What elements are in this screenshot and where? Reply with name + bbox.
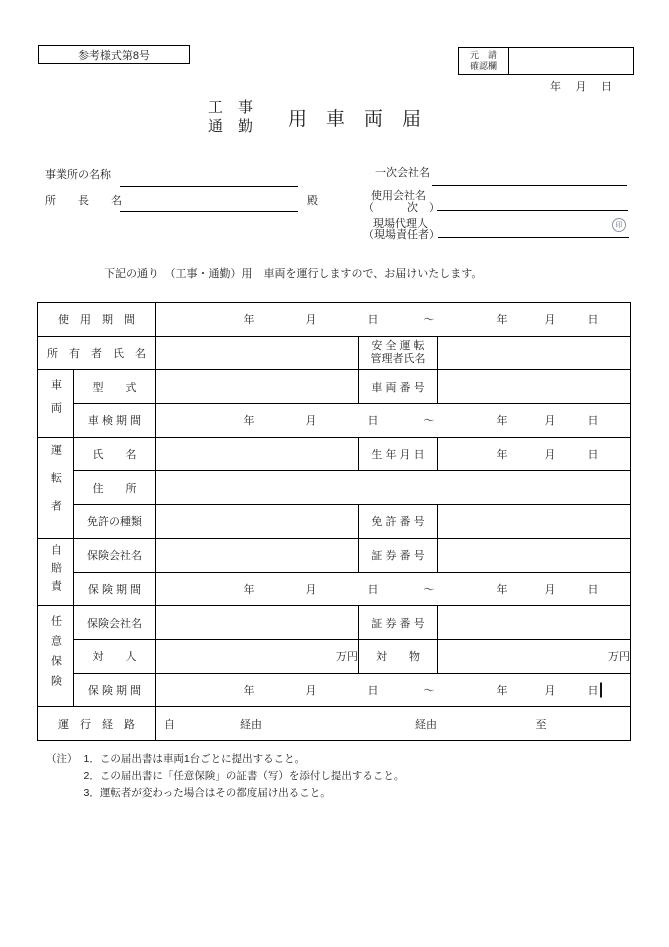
route-from-label: 自 <box>164 718 175 731</box>
date-day2: 日 <box>587 684 599 697</box>
table-row <box>38 303 631 337</box>
route-label: 運 行 経 路 <box>38 707 156 741</box>
license-type-label: 免許の種類 <box>74 505 156 539</box>
table-row <box>38 404 631 438</box>
insurance-company-field <box>156 538 359 572</box>
insurance-company-field <box>156 606 359 640</box>
group-driver <box>38 437 74 538</box>
office-name-underline <box>120 186 298 187</box>
safety-manager-label-line2: 管理者氏名 <box>370 353 426 366</box>
vehicle-number-field <box>438 370 631 404</box>
title-stack <box>208 98 253 136</box>
footnotes <box>46 751 404 801</box>
note-line: 1．この届出書は車両1台ごとに提出すること。 <box>83 753 306 765</box>
top-date-line <box>550 78 612 94</box>
table-row <box>38 336 631 370</box>
route-via-label: 経由 <box>240 718 262 731</box>
group-vehicle <box>38 370 74 437</box>
group-compulsory-insurance-label: 自賠責 <box>49 543 62 598</box>
date-month1: 月 <box>305 415 317 428</box>
birth-date-label: 生 年 月 日 <box>359 437 438 471</box>
date-year2: 年 <box>496 684 508 697</box>
address-label: 住 所 <box>74 471 156 505</box>
license-number-field <box>438 505 631 539</box>
date-month2: 月 <box>544 415 556 428</box>
contractor-confirm-box <box>458 47 634 75</box>
date-year1: 年 <box>243 314 255 327</box>
group-compulsory-insurance <box>38 538 74 605</box>
date-month1: 月 <box>305 583 317 596</box>
group-voluntary-insurance-label: 任意保険 <box>49 614 62 695</box>
inspection-period-field <box>156 404 631 438</box>
table-row <box>38 707 631 741</box>
model-label: 型 式 <box>74 370 156 404</box>
policy-number-field <box>438 538 631 572</box>
site-agent-label: 現場代理人 <box>373 218 428 230</box>
birth-date-field <box>438 437 631 471</box>
date-day: 日 <box>587 449 599 462</box>
director-name-label: 所 長 名 <box>45 195 122 207</box>
using-company-sub-label: （ 次 ） <box>363 202 440 214</box>
property-coverage-label: 対 物 <box>359 639 438 673</box>
using-company-underline <box>437 210 628 211</box>
date-day2: 日 <box>587 314 599 327</box>
using-company-label: 使用会社名 <box>371 190 426 202</box>
vehicle-number-label: 車 両 番 号 <box>359 370 438 404</box>
note-mark: （注） <box>46 753 78 765</box>
personal-coverage-label: 対 人 <box>74 639 156 673</box>
form-code-box <box>38 45 190 64</box>
property-coverage-field: 万円 <box>438 639 631 673</box>
insurance-period-label: 保 険 期 間 <box>74 572 156 606</box>
route-via-label: 経由 <box>415 718 437 731</box>
date-year2: 年 <box>496 583 508 596</box>
site-agent-underline <box>438 237 629 238</box>
insurance-period-field <box>156 673 631 707</box>
table-row <box>38 572 631 606</box>
date-year2: 年 <box>496 314 508 327</box>
policy-number-label: 証 券 番 号 <box>359 606 438 640</box>
date-day2: 日 <box>587 415 599 428</box>
date-month1: 月 <box>305 684 317 697</box>
policy-number-label: 証 券 番 号 <box>359 538 438 572</box>
date-year2: 年 <box>496 415 508 428</box>
date-month1: 月 <box>305 314 317 327</box>
table-row <box>38 370 631 404</box>
table-row <box>38 606 631 640</box>
form-code-label: 参考様式第8号 <box>77 49 151 62</box>
group-vehicle-label: 車両 <box>49 379 62 426</box>
date-month2: 月 <box>544 583 556 596</box>
driver-name-field <box>156 437 359 471</box>
route-to-label: 至 <box>535 718 547 731</box>
top-date-year: 年 <box>550 81 561 93</box>
intro-sentence: 下記の通り （工事・通勤）用 車両を運行しますので、お届けいたします。 <box>104 268 483 280</box>
director-name-underline <box>120 211 298 212</box>
table-row <box>38 471 631 505</box>
group-driver-label: 運転者 <box>49 444 62 529</box>
usage-period-field <box>156 303 631 337</box>
date-day2: 日 <box>587 583 599 596</box>
insurance-company-label: 保険会社名 <box>74 606 156 640</box>
date-month2: 月 <box>544 314 556 327</box>
address-field <box>156 471 631 505</box>
vehicle-form-table <box>37 302 631 741</box>
route-field <box>156 707 631 741</box>
owner-name-label: 所 有 者 氏 名 <box>38 336 156 370</box>
contractor-label-line2: 確認欄 <box>469 61 497 71</box>
note-line: 3．運転者が変わった場合はその都度届け出ること。 <box>83 786 331 799</box>
date-day1: 日 <box>367 583 379 596</box>
office-name-label: 事業所の名称 <box>45 169 111 181</box>
model-field <box>156 370 359 404</box>
date-day1: 日 <box>367 415 379 428</box>
dono-suffix: 殿 <box>307 195 318 207</box>
group-voluntary-insurance <box>38 606 74 707</box>
date-tilde: ～ <box>423 684 435 697</box>
insurance-period-field <box>156 572 631 606</box>
date-month2: 月 <box>544 684 556 697</box>
table-row <box>38 639 631 673</box>
title-stack-bottom: 通 勤 <box>208 118 254 135</box>
primary-company-label: 一次会社名 <box>375 167 430 179</box>
table-row <box>38 437 631 471</box>
insurance-period-label: 保 険 期 間 <box>74 673 156 707</box>
license-number-label: 免 許 番 号 <box>359 505 438 539</box>
primary-company-underline <box>432 185 627 186</box>
owner-name-field <box>156 336 359 370</box>
inspection-period-label: 車 検 期 間 <box>74 404 156 438</box>
contractor-confirm-label <box>459 48 509 74</box>
date-tilde: ～ <box>423 415 435 428</box>
safety-manager-label <box>359 336 438 370</box>
text-caret <box>600 682 602 697</box>
top-date-day: 日 <box>601 81 612 93</box>
site-agent-sub-label: （現場責任者） <box>363 229 440 241</box>
insurance-company-label: 保険会社名 <box>74 538 156 572</box>
note-lines <box>84 751 405 801</box>
policy-number-field <box>438 606 631 640</box>
safety-manager-label-line1: 安 全 運 転 <box>371 340 425 353</box>
page-title: 用 車 両 届 <box>288 109 422 130</box>
personal-coverage-field: 万円 <box>156 639 359 673</box>
usage-period-label: 使 用 期 間 <box>38 303 156 337</box>
date-tilde: ～ <box>423 583 435 596</box>
date-year1: 年 <box>243 583 255 596</box>
top-date-month: 月 <box>575 81 587 93</box>
table-row <box>38 505 631 539</box>
note-line: 2．この届出書に「任意保険」の証書（写）を添付し提出すること。 <box>83 769 405 782</box>
date-year1: 年 <box>243 684 255 697</box>
table-row <box>38 538 631 572</box>
contractor-label-line1: 元 請 <box>469 50 497 60</box>
title-stack-top: 工 事 <box>208 99 254 116</box>
safety-manager-field <box>438 336 631 370</box>
driver-name-label: 氏 名 <box>74 437 156 471</box>
contractor-confirm-field <box>509 48 633 74</box>
date-tilde: ～ <box>423 314 435 327</box>
date-year: 年 <box>496 449 508 462</box>
seal-icon: 印 <box>612 218 626 232</box>
table-row <box>38 673 631 707</box>
date-year1: 年 <box>243 415 255 428</box>
license-type-field <box>156 505 359 539</box>
date-month: 月 <box>544 449 556 462</box>
date-day1: 日 <box>367 314 379 327</box>
date-day1: 日 <box>367 684 379 697</box>
